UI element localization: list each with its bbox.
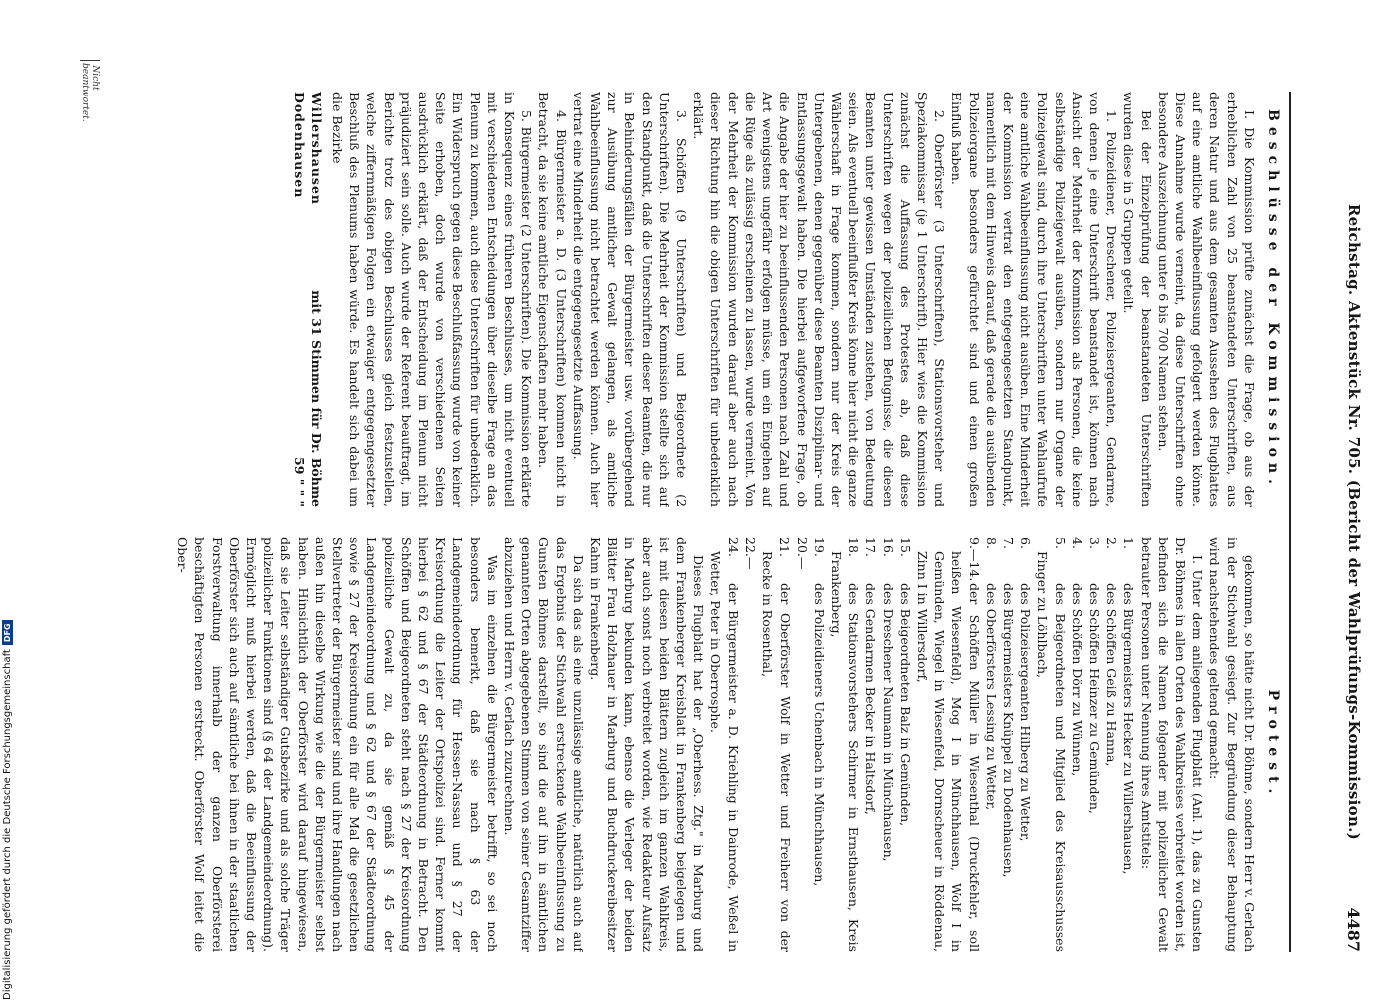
signatory-entry	[707, 537, 759, 952]
entry-number: 19.	[811, 537, 827, 557]
entry-text: des Beigeordneten Balz in Gemünden,	[897, 583, 913, 827]
page-number: 4487	[1344, 907, 1363, 952]
entry-text: des Polizeisergeanten Hilberg zu Wetter,	[1018, 583, 1034, 842]
entry-number: 15.	[897, 537, 913, 557]
beschluesse-paragraphs	[329, 92, 1258, 507]
paragraph: gekommen, so hätte nicht Dr. Böhme, sondern Herr v. Gerlach in der Stichwahl gesiegt. Zur Begründung dieser Behauptung wird nachstehendes geltend gemacht:	[1207, 537, 1257, 952]
entry-number: 4.	[1069, 537, 1085, 549]
entry-number: 7.	[1000, 537, 1016, 549]
column-protest	[23, 537, 1283, 952]
signatory-entry	[1034, 537, 1068, 952]
entry-number: 22.—24.	[725, 537, 758, 570]
entry-number: 2.	[1104, 537, 1120, 549]
entry-text: des Schöffen Heinzer zu Gemünden,	[1086, 583, 1102, 814]
vote-table	[290, 92, 324, 507]
signatory-entry	[879, 537, 896, 952]
signatory-list	[707, 537, 1137, 952]
signatory-entry	[759, 537, 811, 952]
signatory-entry	[1120, 537, 1137, 952]
entry-number: 8.	[983, 537, 999, 549]
entry-text: des Bürgermeisters Knüppel zu Dodenhausen,	[1000, 583, 1016, 878]
column-heading-beschluesse: Beschlüsse der Kommission.	[1265, 109, 1281, 490]
signatory-entry	[1017, 537, 1034, 952]
signatory-entry	[1086, 537, 1103, 952]
signatory-entry	[811, 537, 828, 952]
entry-text: der Bürgermeister a. D. Kriehling in Dainrode, Weßel in Wetter, Peter in Oberrosphe.	[708, 551, 741, 952]
entry-text: der Oberförster Wolf in Wetter und Freiherr von der Recke in Rosenthal,	[760, 551, 793, 952]
column-beschluesse	[23, 92, 1283, 507]
margin-annotation: Nicht beantwortet.	[80, 60, 100, 93]
vote-place: Willershausen	[308, 92, 324, 205]
paragraph: 5. Bürgermeister (2 Unterschriften). Die Kommission erklärte in Konsequenz eines früheren Beschlusses, um nicht eventuell mit verschiedenen Entscheidungen über dieselbe Frage an das Plenum zu kommen, auch diese Unterschriften für unbedenklich. Ein Widerspruch gegen diese Beschlußfassung wurde von keiner Seite erhoben, doch wurde von verschiedenen Seiten ausdrücklich erklärt, daß der Entscheidung im Plenum nicht präjudiziert sein solle. Auch wurde der Referent beauftragt, im Berichte trotz des obigen Beschlusses gleich festzustellen, welche ziffernmäßigen Folgen ein etwaiger entgegengesetzter Beschluß des Plenums haben würde. Es handelt sich dabei um die Bezirke	[330, 92, 535, 507]
entry-text: des Dreschener Naumann in Münchhausen,	[880, 583, 896, 862]
entry-text: der Schöffen Müller in Wiesenthal (Druckfehler, soll heißen Wiesenfeld), Mog I in Münchhausen, Wolf I in Gemünden, Wiegel in Wiesenfeld, Dornscheuer in Röddenau, Zinn I in Willersdorf,	[914, 551, 982, 952]
entry-number: 16.	[880, 537, 896, 557]
entry-number: 17.	[863, 537, 879, 557]
column-heading-protest: Protest.	[1265, 689, 1281, 800]
vote-row	[290, 92, 307, 507]
paragraph: 2. Oberförster (3 Unterschriften), Stationsvorsteher und Speziakommissar (je 1 Unterschrift). Hier wies die Kommission zunächst die Auffassung des Protestes ab, daß diese Unterschriften wegen der polizeilichen Befugnisse, die diesen Beamten unter gewissen Umständen zustehen, von Bedeutung seien. Als eventuell beeinflußter Kreis könne hier nicht die ganze Wählerschaft in Frage kommen, sondern nur der Kreis der Untergebenen, denen gegenüber diese Beamten Disziplinar- und Entlassungsgewalt haben. Die hierbei aufgeworfene Frage, ob die Angabe der hier zu beeinflussenden Personen nach Zahl und Art wenigstens ungefähr erfolgen müsse, um ein Eingehen auf die Rüge als zulässig erscheinen zu lassen, wurde verneint. Von der Mehrheit der Kommission wurden darauf aber auch nach dieser Richtung hin die obigen Unterschriften für unbedenklich erklärt.	[691, 92, 948, 507]
signatory-entry	[828, 537, 862, 952]
entry-text: des Beigeordneten und Mitglied des Kreisausschusses Finger zu Löhlbach,	[1035, 551, 1068, 952]
entry-text: des Oberförsters Lessing zu Wetter,	[983, 583, 999, 811]
paragraph: Dieses Flugblatt hat der „Oberhess. Ztg." in Marburg und dem Frankenberger Kreisblatt in Frankenberg beigelegen und ist mit diesen beiden Blättern zugleich im ganzen Wahlkreis, aber auch sonst noch verbreitet worden, wie Redakteur Aufsatz in Marburg bekunden kann, ebenso die Verleger der beiden Blätter Frau Holzhauer in Marburg und Buchdruckereibesitzer Kahm in Frankenberg.	[588, 537, 707, 952]
signatory-entry	[983, 537, 1000, 952]
signatory-entry	[862, 537, 879, 952]
signatory-entry	[897, 537, 914, 952]
signatory-entry	[1000, 537, 1017, 952]
running-head: Reichstag. Aktenstück Nr. 705. (Bericht der Wahlprüfungs-Kommission.)	[1345, 203, 1363, 841]
paragraph: 1. Polizeidiener, Dreschener, Polizeisergeanten, Gendarme, von denen je eine Unterschrift beanstandet ist, können nach Ansicht der Mehrheit der Kommission als Personen, die keine selbständige Polizeigewalt ausüben, sondern nur Organe der Polizeigewalt sind, durch ihre Unterschriften unter Wahlaufrufe eine amtliche Wahlbeeinflussung nicht ausüben. Eine Minderheit der Kommission vertrat den entgegengesetzten Standpunkt, namentlich mit dem Hinweis darauf, daß gerade die ausübenden Polizeiorgane besonders gefürchtet sind und einen großen Einfluß haben.	[949, 92, 1120, 507]
signatory-entry	[914, 537, 983, 952]
vote-place: Dodenhausen	[291, 92, 307, 199]
vote-count: mit 31 Stimmen für Dr. Böhme	[308, 290, 324, 507]
entry-number: 3.	[1086, 537, 1102, 549]
entry-number: 5.	[1052, 537, 1068, 549]
protest-body-paragraphs	[174, 537, 707, 952]
paragraph: Da sich das als eine unzulässige amtliche, natürlich auch auf das Ergebnis der Stichwahl erstreckende Wahlbeeinflussung zu Gunsten Böhmes darstellt, so sind die auf ihn in sämtlichen genannten Orten abgegebenen Stimmen von seiner Gesamtziffer abzuziehen und Herrn v. Gerlach zuzurechnen.	[502, 537, 586, 952]
digitization-credit	[2, 623, 13, 1000]
digitization-credit-text: Digitalisierung gefördert durch die Deutsche Forschungsgemeinschaft	[2, 649, 13, 1000]
paragraph: 3. Schöffen (9 Unterschriften) und Beigeordnete (2 Unterschriften). Die Mehrheit der Kommission stellte sich auf den Standpunkt, daß die Unterschriften dieser Beamten, die nur in Behinderungsfällen der Bürgermeister usw. vorübergehend zur Ausübung amtlicher Gewalt gelangen, als amtliche Wahlbeeinflussung nicht betrachtet werden können. Auch hier vertrat eine Minderheit die entgegengesetzte Auffassung.	[570, 92, 690, 507]
paragraph: I. Unter dem anliegenden Flugblatt (Anl. 1), das zu Gunsten Dr. Böhmes in allen Orten des Wahlkreises verbreitet worden ist, befinden sich die Namen folgender mit polizeilicher Gewalt betrauter Personen unter Nennung ihres Amtstitels:	[1138, 537, 1206, 952]
paragraph: Bei der Einzelprüfung der beanstandeten Unterschriften wurden diese in 5 Gruppen geteilt.	[1121, 92, 1154, 507]
entry-text: des Schöffen Dörr zu Wünnen,	[1069, 583, 1085, 777]
paragraph: I. Die Kommission prüfte zunächst die Frage, ob aus der erheblichen Zahl von 25 beanstandeten Unterschriften, aus deren Natur und aus dem gesamten Aussehen des Flugblattes auf eine amtliche Wahlbeeinflussung gefolgert werden könne. Diese Annahme wurde verneint, da diese Unterschriften ohne besondere Auszeichnung unter 6 bis 700 Namen stehen.	[1155, 92, 1257, 507]
dfg-logo: DFG	[2, 620, 13, 645]
entry-text: des Polizeidieners Uchenbach in Münchhausen,	[811, 583, 827, 887]
entry-text: des Gendarmen Becker in Haltsdorf,	[863, 583, 879, 815]
signatory-entry	[1103, 537, 1120, 952]
entry-text: des Stationsvorstehers Schirmer in Ernsthausen, Kreis Frankenberg,	[828, 551, 862, 952]
vote-row	[308, 92, 325, 507]
protest-intro-paragraphs	[1137, 537, 1257, 952]
paragraph: Was im einzelnen die Bürgermeister betrifft, so sei noch besonders bemerkt, daß sie nach § 63 der Landgemeindeordnung für Hessen-Nassau und § 27 der Kreisordnung die Leiter der Ortspolizei sind. Ferner kommt hierbei § 62 und § 67 der Städteordnung in Betracht. Den Schöffen und Beigeordneten steht nach § 27 der Kreisordnung polizeiliche Gewalt zu, da sie gemäß § 45 der Landgemeindeordnung und § 62 und § 67 der Städteordnung sowie § 27 der Kreisordnung ein für alle Mal die gesetzlichen Stellvertreter der Bürgermeister sind und ihre Handlungen nach außen hin dieselbe Wirkung wie die der Bürgermeister selbst haben. Hinsichtlich der Oberförster wird darauf hingewiesen, daß sie Leiter selbständiger Gutsbezirke und als solche Träger polizeilicher Funktionen sind (§ 64 der Landgemeindeordnung). Ermöglicht muß hierbei werden, daß die Beeinflussung der Oberförster sich auch auf sämtliche bei ihnen in der staatlichen Forstverwaltung innerhalb der ganzen Oberförsterei beschäftigten Personen erstreckt. Oberförster Wolf leitet die Ober-	[175, 537, 500, 952]
vote-count: 59 " " "	[291, 457, 307, 507]
entry-text: des Schöffen Geiß zu Hanna,	[1104, 583, 1120, 767]
entry-number: 1.	[1121, 537, 1137, 549]
signatory-entry	[1069, 537, 1086, 952]
entry-number: 18.	[846, 537, 862, 557]
entry-number: 9.—14.	[966, 537, 982, 582]
paragraph: 4. Bürgermeister a. D. (3 Unterschriften) kommen nicht in Betracht, da sie keine amtliche Eigenschaften mehr haben.	[536, 92, 569, 507]
header-rule	[1289, 92, 1291, 952]
entry-number: 6.	[1018, 537, 1034, 549]
entry-number: 20.—21.	[777, 537, 810, 570]
page-header	[1339, 92, 1383, 952]
entry-text: des Bürgermeisters Hecker zu Willershausen,	[1121, 583, 1137, 875]
